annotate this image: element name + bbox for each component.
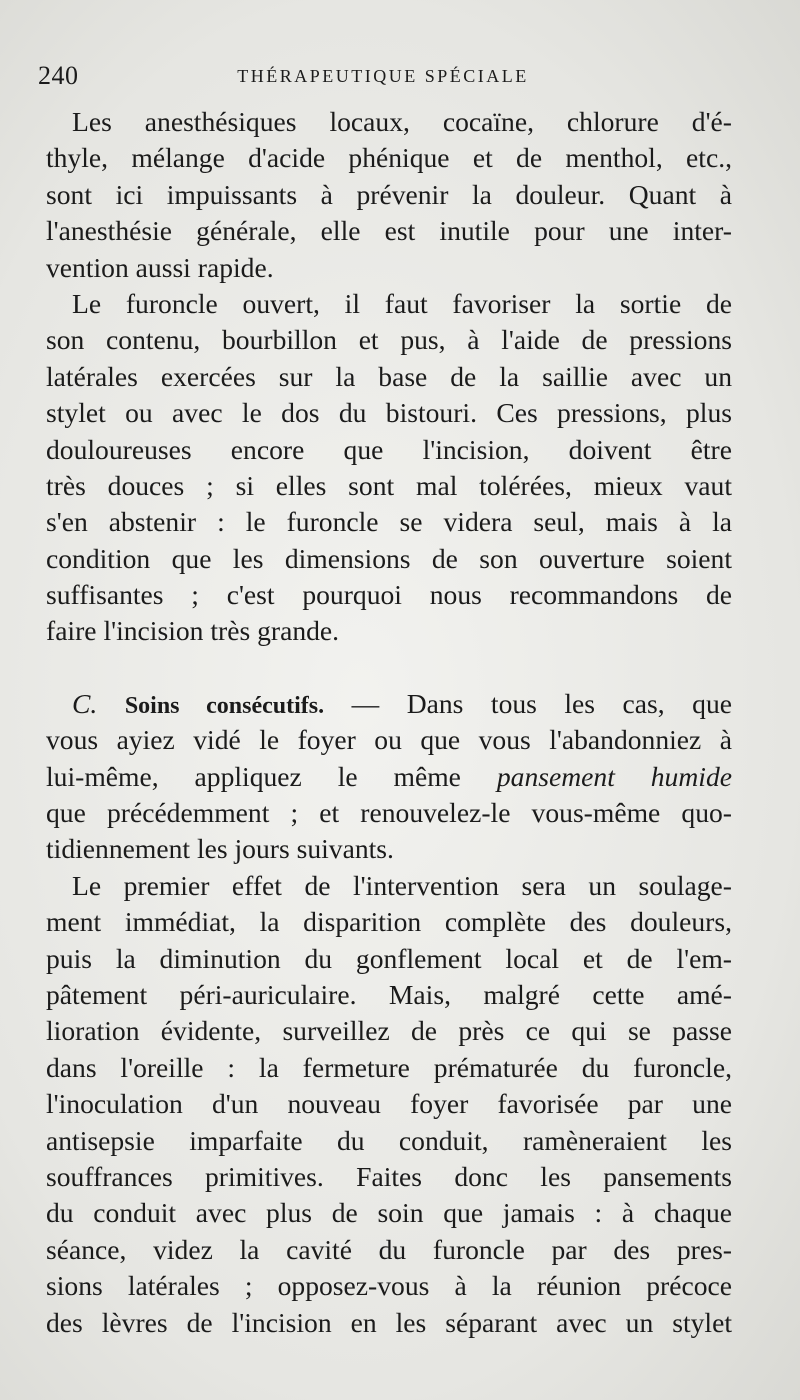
text-line: sont ici impuissants à prévenir la douleur. Quant à (46, 178, 732, 210)
section-heading-line (46, 686, 732, 722)
text-line: ment immédiat, la disparition complète des douleurs, (46, 906, 732, 938)
text-line: l'anesthésie générale, elle est inutile pour une inter- (46, 215, 732, 247)
text-fragment: lui-même, appliquez le même (46, 760, 461, 792)
text-line: Le premier effet de l'intervention sera un soulage- (72, 869, 732, 901)
text-line: du conduit avec plus de soin que jamais : à chaque (46, 1197, 732, 1229)
text-line: faire l'incision très grande. (46, 615, 340, 647)
paragraph-premier-effet (46, 868, 732, 1341)
section-letter: C. (72, 687, 98, 719)
text-line: son contenu, bourbillon et pus, à l'aide de pressions (46, 324, 732, 356)
text-line: souffrances primitives. Faites donc les pansements (46, 1160, 732, 1192)
text-line: antisepsie imparfaite du conduit, ramèneraient les (46, 1124, 732, 1156)
text-line: s'en abstenir : le furoncle se videra seul, mais à la (46, 506, 732, 538)
section-title: Soins consécutifs. (124, 692, 325, 719)
text-line: puis la diminution du gonflement local et de l'em- (46, 942, 732, 974)
text-line: très douces ; si elles sont mal tolérées, mieux vaut (46, 469, 732, 501)
paragraph-anesthesia (46, 104, 732, 286)
text-line: des lèvres de l'incision en les séparant avec un stylet (46, 1306, 732, 1338)
page-number: 240 (38, 61, 79, 90)
text-line: vention aussi rapide. (46, 251, 274, 283)
italic-emphasis: pansement humide (496, 760, 732, 792)
text-line: séance, videz la cavité du furoncle par des pres- (46, 1233, 732, 1265)
text-line: Le furoncle ouvert, il faut favoriser la sortie de (72, 287, 732, 319)
text-line: sions latérales ; opposez-vous à la réunion précoce (46, 1270, 732, 1302)
text-line: l'inoculation d'un nouveau foyer favorisée par une (46, 1088, 732, 1120)
text-line: stylet ou avec le dos du bistouri. Ces pressions, plus (46, 397, 732, 429)
running-title: THÉRAPEUTIQUE SPÉCIALE (237, 66, 529, 86)
text-line (46, 759, 732, 795)
text-line: condition que les dimensions de son ouverture soient (46, 542, 732, 574)
section-spacer (46, 650, 732, 686)
section-first-line-text: — Dans tous les cas, que (351, 687, 733, 719)
paragraph-furoncle-ouvert (46, 286, 732, 650)
text-line: douloureuses encore que l'incision, doivent être (46, 433, 732, 465)
text-line: dans l'oreille : la fermeture prématurée du furoncle, (46, 1051, 732, 1083)
text-line: latérales exercées sur la base de la saillie avec un (46, 360, 732, 392)
text-line: que précédemment ; et renouvelez-le vous-même quo- (46, 797, 732, 829)
text-line: suffisantes ; c'est pourquoi nous recommandons de (46, 579, 732, 611)
text-line: tidiennement les jours suivants. (46, 833, 394, 865)
text-line: pâtement péri-auriculaire. Mais, malgré cette amé- (46, 978, 732, 1010)
running-head (38, 58, 728, 94)
body-text (46, 104, 732, 1341)
paragraph-soins-consecutifs (46, 686, 732, 868)
text-line: thyle, mélange d'acide phénique et de menthol, etc., (46, 142, 732, 174)
text-line: vous ayiez vidé le foyer ou que vous l'abandonniez à (46, 724, 732, 756)
text-line: Les anesthésiques locaux, cocaïne, chlorure d'é- (72, 106, 732, 137)
text-line: lioration évidente, surveillez de près ce qui se passe (46, 1015, 732, 1047)
